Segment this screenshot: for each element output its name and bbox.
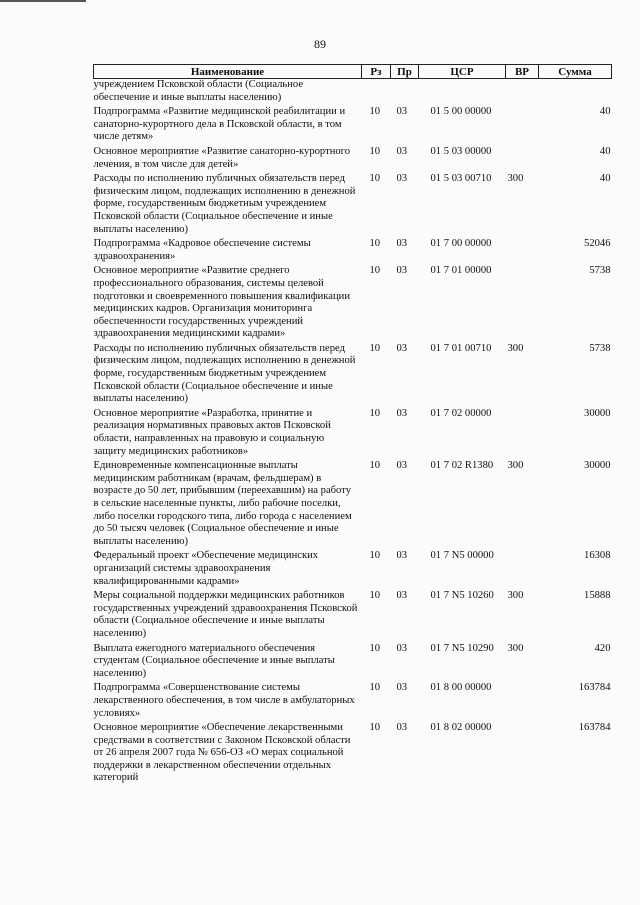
row-sum: 30000 xyxy=(584,407,611,419)
row-rz: 10 xyxy=(369,173,381,185)
row-name: Выплата ежегодного материального обеспечения студентам (Социальное обеспечение и иные выплаты населению) xyxy=(93,642,335,679)
row-rz: 10 xyxy=(369,550,381,562)
row-name: Основное мероприятие «Развитие санаторно-курортного лечения, в том числе для детей» xyxy=(93,145,351,170)
row-vr xyxy=(506,79,539,107)
row-vr xyxy=(506,682,539,722)
row-name: Подпрограмма «Развитие медицинской реабилитации и санаторно-курортного дела в Псковской области, в том числе детям» xyxy=(93,106,346,143)
row-name: Меры социальной поддержки медицинских работников государственных учреждений здравоохранения Псковской области (Социальное обеспечение и иные выплаты населению) xyxy=(93,590,358,639)
row-pr: 03 xyxy=(396,342,408,354)
row-sum: 30000 xyxy=(584,460,611,472)
table-row xyxy=(94,643,612,683)
row-sum: 5738 xyxy=(589,265,611,277)
row-name: Расходы по исполнению публичных обязательств перед физическим лицом, подлежащих исполнению в денежной форме, государственным бюджетным учреждением Псковской области (Социальное обеспечение и иные выплаты населению) xyxy=(93,342,356,405)
table-row xyxy=(94,106,612,146)
row-name: Основное мероприятие «Разработка, принятие и реализация нормативных правовых актов Псковской области, направленных на правовую и социальную защиту медицинских работников» xyxy=(93,407,331,457)
table-row xyxy=(94,238,612,265)
table-row xyxy=(94,265,612,343)
row-sum: 40 xyxy=(599,173,611,185)
row-pr: 03 xyxy=(396,460,408,472)
row-csr: 01 8 00 00000 xyxy=(430,682,492,694)
budget-table xyxy=(93,64,612,787)
table-row xyxy=(94,722,612,787)
row-csr: 01 7 01 00710 xyxy=(430,342,492,354)
row-csr: 01 7 N5 00000 xyxy=(430,550,494,562)
header-csr: ЦСР xyxy=(419,65,506,79)
table-row xyxy=(94,590,612,642)
row-vr xyxy=(506,265,539,343)
row-pr: 03 xyxy=(396,682,408,694)
table-row xyxy=(94,460,612,550)
row-csr: 01 5 03 00000 xyxy=(430,145,492,157)
row-vr xyxy=(506,550,539,590)
row-vr xyxy=(506,106,539,146)
row-rz: 10 xyxy=(369,106,381,118)
table-row xyxy=(94,682,612,722)
row-pr: 03 xyxy=(396,238,408,250)
row-sum: 52046 xyxy=(584,238,611,250)
row-rz: 10 xyxy=(369,642,381,654)
row-name: Федеральный проект «Обеспечение медицинских организаций системы здравоохранения квалифицированными кадрами» xyxy=(93,550,319,587)
row-rz xyxy=(362,79,391,107)
row-csr: 01 7 02 00000 xyxy=(430,407,492,419)
row-sum: 5738 xyxy=(589,342,611,354)
row-pr: 03 xyxy=(396,265,408,277)
row-rz: 10 xyxy=(369,722,381,734)
page-edge-mark xyxy=(0,0,86,2)
row-sum xyxy=(539,79,612,107)
row-csr: 01 7 00 00000 xyxy=(430,238,492,250)
row-sum: 420 xyxy=(594,642,611,654)
header-sum: Сумма xyxy=(539,65,612,79)
row-name: Подпрограмма «Совершенствование системы лекарственного обеспечения, в том числе в амбулаторных условиях» xyxy=(93,682,355,719)
row-name: Основное мероприятие «Обеспечение лекарственными средствами в соответствии с Законом Псковской области от 26 апреля 2007 года № 656-ОЗ «О мерах социальной поддержки в лекарственном обеспечении отдельных категорий xyxy=(93,722,351,784)
row-rz: 10 xyxy=(369,342,381,354)
row-csr: 01 7 01 00000 xyxy=(430,265,492,277)
row-rz: 10 xyxy=(369,460,381,472)
row-sum: 40 xyxy=(599,145,611,157)
row-rz: 10 xyxy=(369,682,381,694)
row-vr: 300 xyxy=(507,642,524,654)
row-name: Расходы по исполнению публичных обязательств перед физическим лицом, подлежащих исполнению в денежной форме, государственным бюджетным учреждением Псковской области (Социальное обеспечение и иные выплаты населению) xyxy=(93,173,356,235)
row-vr xyxy=(506,408,539,460)
row-vr: 300 xyxy=(507,590,524,602)
row-pr: 03 xyxy=(396,722,408,734)
row-vr: 300 xyxy=(507,173,524,185)
table-header-row xyxy=(94,65,612,79)
header-pr: Пр xyxy=(391,65,419,79)
row-rz: 10 xyxy=(369,145,381,157)
table-row xyxy=(94,343,612,408)
row-sum: 163784 xyxy=(578,722,611,734)
row-rz: 10 xyxy=(369,238,381,250)
row-rz: 10 xyxy=(369,407,381,419)
row-pr: 03 xyxy=(396,106,408,118)
row-name: учреждением Псковской области (Социальное обеспечение и иные выплаты населению) xyxy=(93,79,304,103)
table-row xyxy=(94,173,612,238)
table-row xyxy=(94,550,612,590)
row-pr: 03 xyxy=(396,590,408,602)
header-rz: Рз xyxy=(362,65,391,79)
row-vr xyxy=(506,146,539,173)
row-pr: 03 xyxy=(396,550,408,562)
table-row xyxy=(94,79,612,107)
table-row xyxy=(94,146,612,173)
page-number: 89 xyxy=(314,37,326,51)
row-vr: 300 xyxy=(507,342,524,354)
row-pr: 03 xyxy=(396,145,408,157)
row-name: Единовременные компенсационные выплаты медицинским работникам (врачам, фельдшерам) в возрасте до 50 лет, прибывшим (переехавшим) на работу в сельские населенные пункты, либо рабочие поселки, либо поселки городского типа, либо города с населением до 50 тысяч человек (Социальное обеспечение и иные выплаты населению) xyxy=(93,460,352,547)
header-vr: ВР xyxy=(506,65,539,79)
row-sum: 15888 xyxy=(584,590,611,602)
row-sum: 40 xyxy=(599,106,611,118)
row-csr xyxy=(419,79,506,107)
row-name: Подпрограмма «Кадровое обеспечение системы здравоохранения» xyxy=(93,238,311,262)
row-pr: 03 xyxy=(396,407,408,419)
row-pr: 03 xyxy=(396,642,408,654)
row-vr: 300 xyxy=(507,460,524,472)
row-pr: 03 xyxy=(396,173,408,185)
header-name: Наименование xyxy=(94,65,362,79)
row-pr xyxy=(391,79,419,107)
row-rz: 10 xyxy=(369,265,381,277)
row-rz: 10 xyxy=(369,590,381,602)
row-csr: 01 7 N5 10290 xyxy=(430,642,494,654)
row-csr: 01 7 02 R1380 xyxy=(430,460,494,472)
row-vr xyxy=(506,722,539,787)
row-sum: 16308 xyxy=(584,550,611,562)
row-csr: 01 7 N5 10260 xyxy=(430,590,494,602)
row-csr: 01 5 03 00710 xyxy=(430,173,492,185)
row-vr xyxy=(506,238,539,265)
row-csr: 01 8 02 00000 xyxy=(430,722,492,734)
row-csr: 01 5 00 00000 xyxy=(430,106,492,118)
row-name: Основное мероприятие «Развитие среднего профессионального образования, системы целевой подготовки и своевременного повышения квалификации медицинских кадров. Организация мониторинга обеспеченности государственных учреждений здравоохранения медицинскими кадрами» xyxy=(93,265,350,340)
row-sum: 163784 xyxy=(578,682,611,694)
table-row xyxy=(94,408,612,460)
